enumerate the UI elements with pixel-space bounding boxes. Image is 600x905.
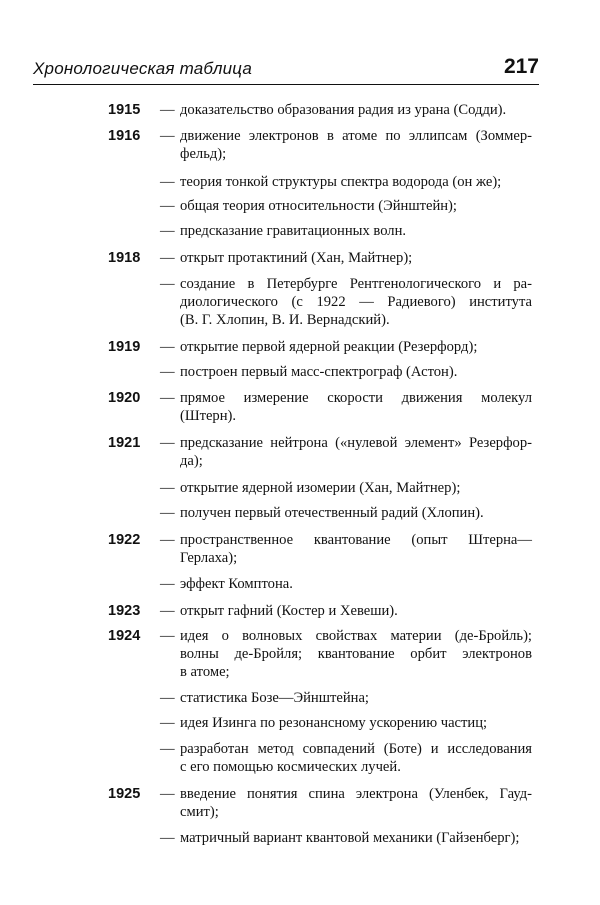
entry-text-line: теория тонкой структуры спектра водорода (он же); [180,174,502,190]
entry-dash: — [160,435,175,451]
entry-text-line: создание в Петербурге Рентгенологического и ра- [180,276,532,292]
entry-dash: — [160,364,175,380]
entry-text-line: да); [180,453,203,469]
running-title: Хронологическая таблица [33,59,253,78]
entry-dash: — [160,576,175,592]
entry-text-line: открытие ядерной изомерии (Хан, Майтнер); [180,480,461,496]
entry-text-line: волны де-Бройля; квантование орбит электронов [180,646,532,662]
entry-text-line: доказательство образования радия из урана (Содди). [180,102,507,118]
entry-text-line: (В. Г. Хлопин, В. И. Вернадский). [180,312,390,328]
entry-year: 1915 [108,102,141,118]
entry-dash: — [160,480,175,496]
entry-dash: — [160,786,175,802]
entry-year: 1921 [108,435,141,451]
entry-text-line: предсказание нейтрона («нулевой элемент» Резерфор- [180,435,532,451]
entry-text-line: идея Изинга по резонансному ускорению частиц; [180,715,488,731]
entry-dash: — [160,628,175,644]
entry-text-line: фельд); [180,146,227,162]
entry-dash: — [160,390,175,406]
entry-year: 1919 [108,339,141,355]
entry-dash: — [160,603,175,619]
entry-text-line: предсказание гравитационных волн. [180,223,407,239]
entry-dash: — [160,741,175,757]
entry-text-line: прямое измерение скорости движения молекул [180,390,532,406]
entry-text-line: движение электронов в атоме по эллипсам (Зоммер- [180,128,532,144]
entry-dash: — [160,223,175,239]
entry-year: 1924 [108,628,141,644]
entry-text-line: получен первый отечественный радий (Хлопин). [180,505,484,521]
entry-dash: — [160,532,175,548]
entry-dash: — [160,690,175,706]
entry-text-line: пространственное квантование (опыт Штерна— [180,532,532,548]
entry-text-line: матричный вариант квантовой механики (Гайзенберг); [180,830,520,846]
entry-text-line: введение понятия спина электрона (Уленбек, Гауд- [180,786,532,802]
entry-text-line: с его помощью космических лучей. [180,759,401,775]
entry-text-line: открыт гафний (Костер и Хевеши). [180,603,398,619]
entry-text-line: открыт протактиний (Хан, Майтнер); [180,250,413,266]
entry-year: 1916 [108,128,141,144]
entry-text-line: открытие первой ядерной реакции (Резерфорд); [180,339,478,355]
page-header [33,57,539,83]
entry-year: 1923 [108,603,141,619]
entry-year: 1918 [108,250,141,266]
entry-dash: — [160,198,175,214]
entry-text-line: статистика Бозе—Эйнштейна; [180,690,369,706]
entry-text-line: построен первый масс-спектрограф (Астон). [180,364,458,380]
entry-dash: — [160,102,175,118]
entry-text-line: эффект Комптона. [180,576,293,592]
entry-text-line: общая теория относительности (Эйнштейн); [180,198,457,214]
entry-text-line: разработан метод совпадений (Боте) и исследования [180,741,532,757]
entry-dash: — [160,276,175,292]
entry-text-line: Герлаха); [180,550,238,566]
header-rule [33,84,539,85]
entry-dash: — [160,830,175,846]
entry-year: 1920 [108,390,141,406]
entry-text-line: идея о волновых свойствах материи (де-Бройль); [180,628,532,644]
entry-dash: — [160,505,175,521]
entry-year: 1922 [108,532,141,548]
entry-text-line: в атоме; [180,664,230,680]
entry-dash: — [160,128,175,144]
entry-text-line: диологического (с 1922 — Радиевого) института [180,294,532,310]
entry-dash: — [160,174,175,190]
entry-text-line: смит); [180,804,219,820]
entry-dash: — [160,715,175,731]
entry-dash: — [160,339,175,355]
page-number: 217 [503,55,539,78]
entry-year: 1925 [108,786,141,802]
entry-text-line: (Штерн). [180,408,237,424]
entry-dash: — [160,250,175,266]
